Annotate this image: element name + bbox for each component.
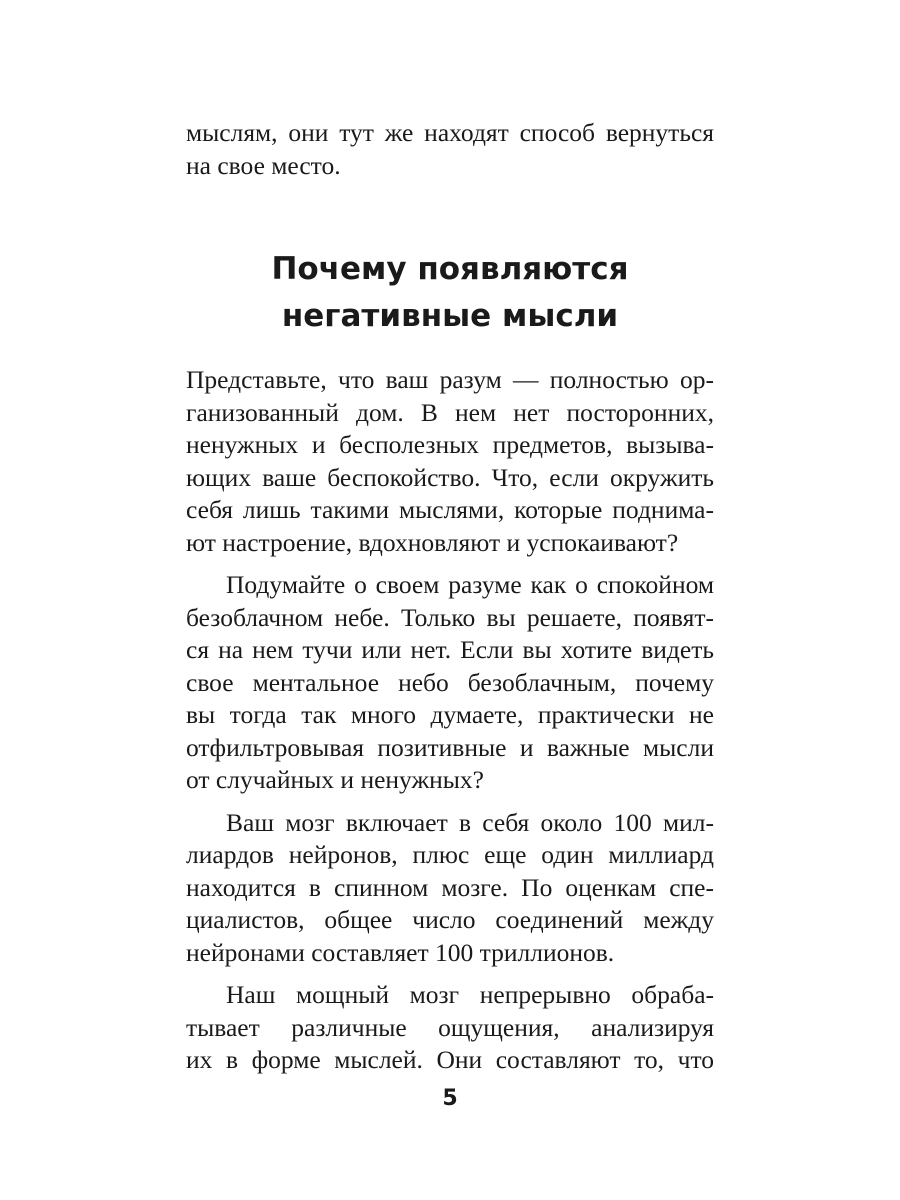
body-text bbox=[186, 364, 714, 1077]
heading-line: Почему появляются bbox=[271, 251, 629, 287]
text-line: ющих ваше беспокойство. Что, если окружить bbox=[186, 462, 714, 492]
text-line: ют настроение, вдохновляют и успокаивают? bbox=[186, 527, 679, 557]
paragraph bbox=[186, 569, 714, 797]
text-line: нейронами составляет 100 триллионов. bbox=[186, 937, 615, 967]
text-line: Представьте, что ваш разум — полностью ор- bbox=[186, 365, 714, 394]
text-line: их в форме мыслей. Они составляют то, что bbox=[186, 1045, 714, 1074]
text-line: ненужных и бесполезных предметов, вызыва- bbox=[186, 430, 714, 459]
paragraph bbox=[186, 807, 714, 970]
text-line: на свое место. bbox=[186, 150, 341, 180]
text-line: безоблачном небе. Только вы решаете, появят- bbox=[186, 602, 714, 632]
text-line: ганизованный дом. В нем нет посторонних, bbox=[186, 397, 714, 427]
text-line: отфильтровывая позитивные и важные мысли bbox=[186, 732, 714, 762]
continuation-paragraph bbox=[186, 117, 714, 182]
text-line: циалистов, общее число соединений между bbox=[186, 905, 714, 934]
section-heading bbox=[150, 246, 750, 340]
text-line: Ваш мозг включает в себя около 100 мил- bbox=[226, 807, 714, 837]
paragraph bbox=[186, 979, 714, 1077]
text-line: ся на нем тучи или нет. Если вы хотите видеть bbox=[186, 635, 714, 664]
text-line: свое ментальное небо безоблачным, почему bbox=[186, 667, 714, 697]
text-line: находится в спинном мозге. По оценкам спе- bbox=[186, 872, 714, 902]
text-line: Подумайте о своем разуме как о спокойном bbox=[226, 570, 714, 599]
paragraph bbox=[186, 364, 714, 559]
text-line: тывает различные ощущения, анализируя bbox=[186, 1012, 714, 1042]
text-line: вы тогда так много думаете, практически не bbox=[186, 700, 714, 729]
text-line: от случайных и ненужных? bbox=[186, 765, 484, 794]
text-line: лиардов нейронов, плюс еще один миллиард bbox=[186, 840, 714, 869]
heading-line: негативные мысли bbox=[281, 298, 619, 334]
text-line: Наш мощный мозг непрерывно обраба- bbox=[226, 980, 714, 1009]
page-number: 5 bbox=[442, 1086, 458, 1111]
text-line: мыслям, они тут же находят способ вернуться bbox=[186, 118, 714, 147]
text-line: себя лишь такими мыслями, которые поднима- bbox=[186, 495, 714, 524]
